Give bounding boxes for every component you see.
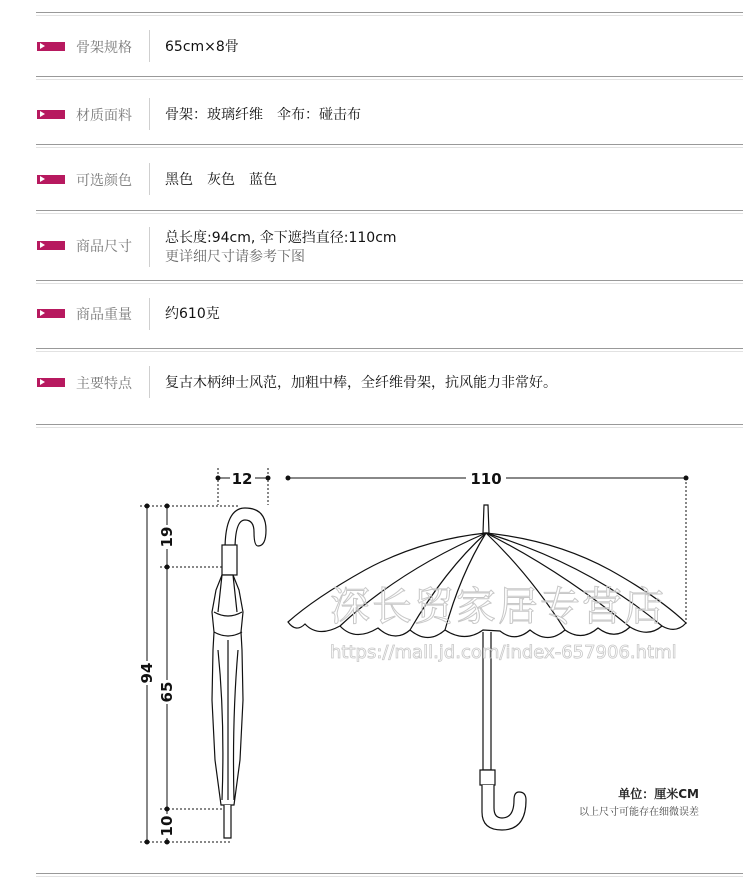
bullet-arrow-icon — [37, 110, 65, 119]
closed-umbrella-icon — [212, 508, 266, 838]
divider — [36, 144, 743, 145]
watermark-store-name: 深长贸家居专营店 — [330, 584, 666, 630]
divider — [36, 424, 743, 425]
divider — [36, 280, 743, 281]
open-umbrella-icon — [288, 505, 686, 830]
bullet-arrow-icon — [37, 175, 65, 184]
separator — [149, 298, 150, 330]
dimension-label-tip-length: 10 — [158, 815, 176, 837]
spec-label: 商品重量 — [76, 307, 132, 323]
spec-value: 黑色 灰色 蓝色 — [165, 172, 277, 188]
umbrella-dimension-diagram — [0, 430, 750, 880]
divider — [36, 348, 743, 349]
divider — [36, 210, 743, 211]
divider — [36, 12, 743, 13]
divider — [36, 76, 743, 77]
separator — [149, 30, 150, 62]
spec-value: 65cm×8骨 — [165, 39, 239, 55]
separator — [149, 163, 150, 195]
divider — [36, 873, 743, 874]
separator — [149, 98, 150, 130]
spec-label: 可选颜色 — [76, 173, 132, 189]
bullet-arrow-icon — [37, 42, 65, 51]
spec-value: 骨架：玻璃纤维 伞布：碰击布 — [165, 107, 361, 123]
bullet-arrow-icon — [37, 378, 65, 387]
separator — [149, 366, 150, 398]
dimension-label-rib-length: 65 — [158, 681, 176, 703]
bullet-arrow-icon — [37, 241, 65, 250]
spec-value: 复古木柄绅士风范，加粗中棒，全纤维骨架，抗风能力非常好。 — [165, 375, 557, 391]
spec-label: 主要特点 — [76, 376, 132, 392]
dimension-label-canopy-diameter: 110 — [470, 470, 502, 488]
unit-label: 单位：厘米CM — [618, 787, 699, 801]
bullet-arrow-icon — [37, 309, 65, 318]
spec-label: 骨架规格 — [76, 40, 132, 56]
watermark-url: https://mall.jd.com/index-657906.html — [330, 642, 677, 663]
dimension-label-total-length: 94 — [138, 662, 156, 684]
spec-value: 总长度:94cm, 伞下遮挡直径:110cm — [165, 230, 397, 246]
spec-value: 约610克 — [165, 306, 220, 322]
spec-label: 材质面料 — [76, 108, 132, 124]
spec-subnote: 更详细尺寸请参考下图 — [165, 249, 305, 265]
dimension-label-handle-height: 19 — [158, 526, 176, 548]
dimension-label-handle-width: 12 — [231, 470, 253, 488]
measurement-note: 以上尺寸可能存在细微误差 — [579, 807, 699, 818]
separator — [149, 227, 150, 267]
spec-label: 商品尺寸 — [76, 239, 132, 255]
